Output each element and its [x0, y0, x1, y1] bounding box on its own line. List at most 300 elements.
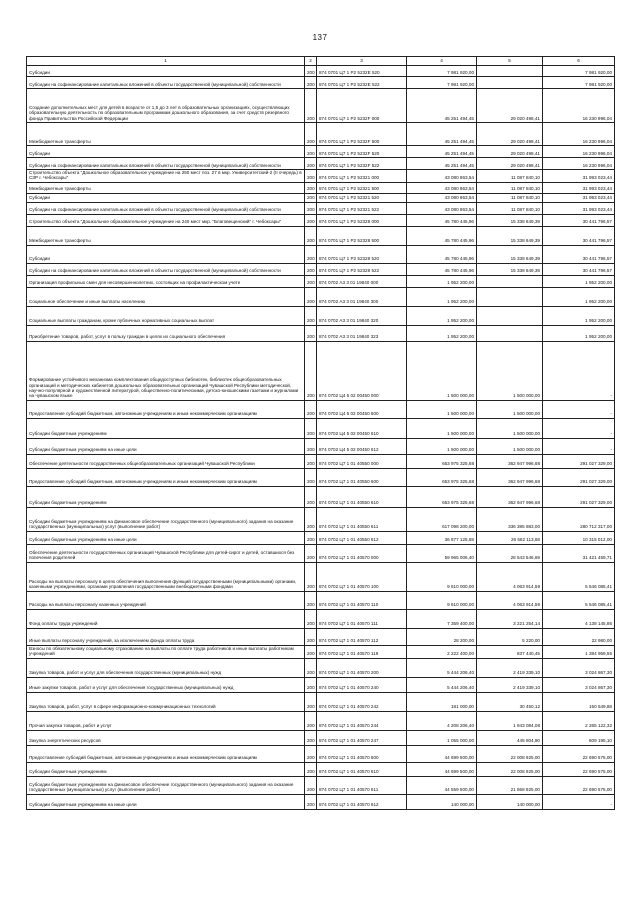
row-col4: 43 080 863,54 [407, 193, 477, 202]
row-col5: 1 500 000,00 [477, 400, 543, 418]
table-row [27, 628, 615, 645]
row-col2: 200 [305, 341, 317, 400]
row-code: 874 0701 Ц7 1 P2 5232F 500 [317, 123, 407, 146]
row-name: Субсидии бюджетным учреждениям [27, 762, 305, 776]
row-col6: 150 549,88 [543, 692, 615, 711]
table-row [27, 692, 615, 711]
row-col6: 31 993 023,44 [543, 193, 615, 202]
row-col2: 200 [305, 730, 317, 745]
row-col4: 1 500 000,00 [407, 438, 477, 454]
row-name: Иные выплаты персоналу учреждений, за исключением фонда оплаты труда [27, 628, 305, 645]
row-col5: 1 500 000,00 [477, 341, 543, 400]
row-col2: 200 [305, 182, 317, 193]
row-col4: 653 975 325,68 [407, 486, 477, 507]
row-col4: 44 699 500,00 [407, 762, 477, 776]
row-name: Взносы по обязательному социальному страхованию на выплаты по оплате труда работников и иные выплаты работникам учреждений [27, 645, 305, 658]
page-number: 137 [312, 33, 328, 42]
row-col2: 200 [305, 677, 317, 692]
row-col5 [477, 275, 543, 287]
row-code: 874 0702 Ц7 1 01 40570 612 [317, 794, 407, 809]
row-code: 874 0701 Ц7 1 P2 52321 520 [317, 193, 407, 202]
row-code: 874 0702 Ц4 5 02 00450 000 [317, 341, 407, 400]
table-row [27, 214, 615, 226]
table-row [27, 468, 615, 486]
table-row [27, 591, 615, 609]
row-name: Фонд оплаты труда учреждений [27, 609, 305, 628]
row-col4: 617 098 200,00 [407, 507, 477, 531]
table-row [27, 454, 615, 468]
table-row [27, 202, 615, 214]
table-row [27, 158, 615, 170]
row-col2: 200 [305, 146, 317, 158]
row-col2: 200 [305, 89, 317, 123]
row-col4: 28 200,00 [407, 628, 477, 645]
table-row [27, 400, 615, 418]
row-name: Субсидии [27, 193, 305, 202]
row-col5: 3 221 254,14 [477, 609, 543, 628]
row-name: Субсидии [27, 146, 305, 158]
row-col6: 1 952 200,00 [543, 275, 615, 287]
row-col2: 200 [305, 245, 317, 263]
row-name: Субсидии бюджетным учреждениям на финансовое обеспечение государственного (муниципального) задания на оказание государственных (муниципальных) услуг (выполнение работ) [27, 507, 305, 531]
row-col6: 30 441 796,57 [543, 245, 615, 263]
row-col2: 200 [305, 287, 317, 306]
row-code: 874 0702 Ц7 1 01 40570 244 [317, 711, 407, 730]
row-col5: 4 063 914,59 [477, 591, 543, 609]
row-code: 874 0702 Ц7 1 01 40570 100 [317, 562, 407, 591]
row-col5: 1 500 000,00 [477, 438, 543, 454]
row-col6: - [543, 400, 615, 418]
row-code: 874 0702 Ц7 1 01 40570 111 [317, 609, 407, 628]
row-col2: 200 [305, 226, 317, 245]
row-col2: 200 [305, 193, 317, 202]
row-col5: 29 020 498,41 [477, 158, 543, 170]
row-name: Субсидии бюджетным учреждениям [27, 486, 305, 507]
row-name: Субсидии бюджетным учреждениям [27, 418, 305, 438]
row-col6: 1 952 200,00 [543, 287, 615, 306]
column-header: 5 [477, 57, 543, 66]
row-name: Субсидии [27, 66, 305, 77]
row-col2: 200 [305, 711, 317, 730]
row-col4: 45 251 494,45 [407, 158, 477, 170]
row-col4: 4 208 206,40 [407, 711, 477, 730]
row-col6: - [543, 438, 615, 454]
table-row [27, 745, 615, 762]
row-col2: 200 [305, 486, 317, 507]
row-col4: 5 444 206,40 [407, 658, 477, 677]
row-col5 [477, 325, 543, 341]
row-name: Субсидии на софинансирование капитальных вложений в объекты государственной (муниципальной) собственности [27, 77, 305, 89]
row-col5: 362 947 996,68 [477, 486, 543, 507]
row-code: 874 0702 Ц7 1 01 40570 110 [317, 591, 407, 609]
row-col2: 200 [305, 454, 317, 468]
row-col5: 362 947 996,68 [477, 454, 543, 468]
row-code: 874 0702 А3 3 01 19840 300 [317, 287, 407, 306]
column-header: 4 [407, 57, 477, 66]
row-col6: 2 265 122,32 [543, 711, 615, 730]
row-col5: 5 220,00 [477, 628, 543, 645]
row-col5: 11 087 840,10 [477, 202, 543, 214]
table-row [27, 193, 615, 202]
row-col2: 200 [305, 123, 317, 146]
table-row [27, 562, 615, 591]
row-col6: 7 981 920,00 [543, 66, 615, 77]
row-name: Межбюджетные трансферты [27, 123, 305, 146]
row-name: Обеспечение деятельности государственных общеобразовательных организаций Чувашской Республики [27, 454, 305, 468]
row-name: Субсидии бюджетным учреждениям на иные цели [27, 531, 305, 544]
table-header-row [27, 57, 615, 66]
row-col4: 7 359 400,00 [407, 609, 477, 628]
row-name: Предоставление субсидий бюджетным, автономным учреждениям и иным некоммерческим организациям [27, 468, 305, 486]
row-name: Закупка энергетических ресурсов [27, 730, 305, 745]
column-header: 1 [27, 57, 305, 66]
row-code: 874 0702 Ц7 1 01 40550 000 [317, 454, 407, 468]
row-col4: 43 080 863,54 [407, 202, 477, 214]
row-col4: 45 780 445,96 [407, 263, 477, 275]
row-col4: 1 952 200,00 [407, 287, 477, 306]
row-name: Строительство объекта "Дошкольное образовательное учреждение на 240 мест мкр. "Благовещенский" г. Чебоксары" [27, 214, 305, 226]
row-code: 874 0702 Ц7 1 01 40570 240 [317, 677, 407, 692]
row-col5: 11 087 840,10 [477, 193, 543, 202]
row-col5: 22 008 925,00 [477, 745, 543, 762]
row-name: Субсидии бюджетным учреждениям на иные цели [27, 438, 305, 454]
table-row [27, 77, 615, 89]
row-col2: 200 [305, 745, 317, 762]
row-col5: 26 562 113,68 [477, 531, 543, 544]
row-code: 874 0702 А3 3 01 19840 323 [317, 325, 407, 341]
row-name: Закупка товаров, работ и услуг для обеспечения государственных (муниципальных) нужд [27, 658, 305, 677]
row-col6: - [543, 341, 615, 400]
row-col5: 445 804,90 [477, 730, 543, 745]
row-col4: 45 251 494,45 [407, 123, 477, 146]
row-col5 [477, 77, 543, 89]
row-code: 874 0702 Ц7 1 01 40570 611 [317, 776, 407, 794]
row-name: Расходы на выплаты персоналу казенных учреждений [27, 591, 305, 609]
row-col2: 200 [305, 628, 317, 645]
row-col5: 29 020 498,41 [477, 146, 543, 158]
row-name: Иные закупки товаров, работ и услуг для обеспечения государственных (муниципальных) нужд [27, 677, 305, 692]
table-row [27, 146, 615, 158]
row-name: Субсидии на софинансирование капитальных вложений в объекты государственной (муниципальной) собственности [27, 263, 305, 275]
row-code: 874 0701 Ц7 1 P2 5232F 520 [317, 146, 407, 158]
row-col5: 2 419 339,10 [477, 677, 543, 692]
row-name: Социальное обеспечение и иные выплаты населению [27, 287, 305, 306]
row-col5 [477, 66, 543, 77]
row-code: 874 0702 Ц7 1 01 40550 611 [317, 507, 407, 531]
table-row [27, 89, 615, 123]
row-name: Формирование устойчивого механизма комплектования общедоступных библиотек, библиотек общеобразовательных организаций и методических кабинетов дошкольных образовательных организаций Чувашской Республики методической, научно-популярной и художественной литературой, общественно-политическими, детско-юношескими газетами и журналами на чувашском языке [27, 341, 305, 400]
row-col6: 30 441 796,57 [543, 214, 615, 226]
row-col5: 22 008 925,00 [477, 762, 543, 776]
row-col6: 1 952 200,00 [543, 306, 615, 325]
row-name: Расходы на выплаты персоналу в целях обеспечения выполнения функций государственными (муниципальными) органами, казенными учреждениями, органами управления государственными внебюджетными фондами [27, 562, 305, 591]
column-header: 3 [317, 57, 407, 66]
row-col2: 200 [305, 325, 317, 341]
row-col4: 44 559 500,00 [407, 776, 477, 794]
row-col5: 4 063 914,59 [477, 562, 543, 591]
row-col4: 1 952 200,00 [407, 325, 477, 341]
table-row [27, 325, 615, 341]
table-row [27, 609, 615, 628]
table-row [27, 658, 615, 677]
row-col2: 200 [305, 645, 317, 658]
row-col2: 200 [305, 544, 317, 562]
row-col4: 45 780 445,96 [407, 214, 477, 226]
row-col2: 200 [305, 658, 317, 677]
row-col5 [477, 306, 543, 325]
row-code: 874 0701 Ц7 1 P2 52321 500 [317, 182, 407, 193]
row-code: 874 0701 Ц7 1 P2 52321 522 [317, 202, 407, 214]
row-col4: 44 699 500,00 [407, 745, 477, 762]
row-code: 874 0701 Ц7 1 P2 5232Е 522 [317, 77, 407, 89]
row-col6: 31 993 023,44 [543, 182, 615, 193]
row-col5: 21 868 925,00 [477, 776, 543, 794]
row-name: Субсидии [27, 245, 305, 263]
row-col6: 30 441 796,57 [543, 226, 615, 245]
row-code: 874 0702 Ц4 5 02 00450 610 [317, 418, 407, 438]
row-col5: 2 419 339,10 [477, 658, 543, 677]
row-col5: 15 338 649,39 [477, 226, 543, 245]
table-row [27, 730, 615, 745]
row-col4: 5 444 206,40 [407, 677, 477, 692]
row-col5: 29 020 498,41 [477, 89, 543, 123]
row-col6: - [543, 794, 615, 809]
row-code: 874 0702 Ц4 5 02 00450 600 [317, 400, 407, 418]
row-col6: 22 980,00 [543, 628, 615, 645]
row-name: Приобретение товаров, работ, услуг в пользу граждан в целях их социального обеспечения [27, 325, 305, 341]
row-col2: 200 [305, 794, 317, 809]
row-code: 874 0701 Ц7 1 P2 52328 522 [317, 263, 407, 275]
row-col5: 336 385 883,00 [477, 507, 543, 531]
row-col4: 36 877 125,68 [407, 531, 477, 544]
row-col5: 30 450,12 [477, 692, 543, 711]
row-col6: 5 546 085,41 [543, 562, 615, 591]
table-row [27, 341, 615, 400]
table-row [27, 170, 615, 183]
row-col2: 200 [305, 591, 317, 609]
row-col6: 3 024 867,30 [543, 658, 615, 677]
row-code: 874 0702 Ц7 1 01 40570 242 [317, 692, 407, 711]
row-col4: 1 500 000,00 [407, 418, 477, 438]
row-col2: 200 [305, 66, 317, 77]
row-col4: 1 952 200,00 [407, 275, 477, 287]
row-code: 874 0701 Ц7 1 P2 52328 000 [317, 214, 407, 226]
row-col2: 200 [305, 468, 317, 486]
row-name: Предоставление субсидий бюджетным, автономным учреждениям и иным некоммерческим организациям [27, 400, 305, 418]
row-code: 874 0702 А3 3 01 19840 000 [317, 275, 407, 287]
row-col6: 31 993 023,44 [543, 202, 615, 214]
row-code: 874 0702 Ц7 1 01 40550 610 [317, 486, 407, 507]
row-code: 874 0702 Ц7 1 01 40570 247 [317, 730, 407, 745]
row-col2: 200 [305, 762, 317, 776]
row-name: Субсидии на софинансирование капитальных вложений в объекты государственной (муниципальной) собственности [27, 158, 305, 170]
row-col5: 1 500 000,00 [477, 418, 543, 438]
row-code: 874 0701 Ц7 1 P2 52328 500 [317, 226, 407, 245]
row-col4: 7 981 920,00 [407, 66, 477, 77]
table-row [27, 263, 615, 275]
row-col4: 7 981 920,00 [407, 77, 477, 89]
row-col6: 5 546 085,41 [543, 591, 615, 609]
table-row [27, 762, 615, 776]
row-code: 874 0701 Ц7 1 P2 52328 520 [317, 245, 407, 263]
row-col6: 31 993 023,44 [543, 170, 615, 183]
row-col4: 181 000,00 [407, 692, 477, 711]
row-col4: 653 975 325,68 [407, 454, 477, 468]
row-col6: 7 981 920,00 [543, 77, 615, 89]
row-code: 874 0702 Ц7 1 01 40570 119 [317, 645, 407, 658]
table-row [27, 711, 615, 730]
row-col6: 10 315 012,00 [543, 531, 615, 544]
row-col5: 11 087 840,10 [477, 182, 543, 193]
row-col4: 653 975 325,68 [407, 468, 477, 486]
row-col2: 200 [305, 400, 317, 418]
row-col5: 837 440,45 [477, 645, 543, 658]
row-col6: 609 195,10 [543, 730, 615, 745]
table-row [27, 486, 615, 507]
row-col5 [477, 287, 543, 306]
row-col6: 1 384 959,55 [543, 645, 615, 658]
table-row [27, 645, 615, 658]
row-col2: 200 [305, 531, 317, 544]
row-name: Строительство объекта "Дошкольное образовательное учреждение на 250 мест поз. 27 в мкр. Университетский-2 (II очередь) в СЗР г. Чебоксары" [27, 170, 305, 183]
table-row [27, 275, 615, 287]
row-col2: 200 [305, 418, 317, 438]
row-name: Прочая закупка товаров, работ и услуг [27, 711, 305, 730]
table-row [27, 544, 615, 562]
row-name: Субсидии бюджетным учреждениям на иные цели [27, 794, 305, 809]
row-code: 874 0702 А3 3 01 19840 320 [317, 306, 407, 325]
row-col6: 291 027 329,00 [543, 486, 615, 507]
row-col4: 45 780 445,96 [407, 226, 477, 245]
column-header: 2 [305, 57, 317, 66]
row-name: Организация профильных смен для несовершеннолетних, состоящих на профилактическом учете [27, 275, 305, 287]
table-row [27, 794, 615, 809]
row-col4: 1 952 200,00 [407, 306, 477, 325]
row-col6: 22 690 575,00 [543, 745, 615, 762]
row-name: Межбюджетные трансферты [27, 182, 305, 193]
row-col4: 9 610 000,00 [407, 562, 477, 591]
row-col4: 45 251 494,45 [407, 146, 477, 158]
row-col2: 200 [305, 692, 317, 711]
row-name: Социальные выплаты гражданам, кроме публичных нормативных социальных выплат [27, 306, 305, 325]
row-col6: 280 712 317,00 [543, 507, 615, 531]
row-code: 874 0702 Ц7 1 01 40570 610 [317, 762, 407, 776]
row-code: 874 0702 Ц7 1 01 40550 612 [317, 531, 407, 544]
row-col6: 16 230 996,04 [543, 146, 615, 158]
row-col2: 200 [305, 77, 317, 89]
row-code: 874 0702 Ц7 1 01 40570 200 [317, 658, 407, 677]
row-col6: 16 230 996,04 [543, 158, 615, 170]
row-col4: 45 251 494,45 [407, 89, 477, 123]
row-col2: 200 [305, 438, 317, 454]
row-col5: 29 020 498,41 [477, 123, 543, 146]
row-col6: 291 027 329,00 [543, 454, 615, 468]
row-col2: 200 [305, 158, 317, 170]
table-row [27, 182, 615, 193]
row-col4: 140 000,00 [407, 794, 477, 809]
row-code: 874 0702 Ц7 1 01 40570 000 [317, 544, 407, 562]
row-col5: 11 087 840,10 [477, 170, 543, 183]
row-name: Предоставление субсидий бюджетным, автономным учреждениям и иным некоммерческим организациям [27, 745, 305, 762]
row-col2: 200 [305, 275, 317, 287]
row-col4: 59 965 006,40 [407, 544, 477, 562]
row-col5: 1 943 084,08 [477, 711, 543, 730]
row-col5: 15 338 649,39 [477, 214, 543, 226]
row-col6: 22 690 575,00 [543, 776, 615, 794]
row-code: 874 0702 Ц7 1 01 40570 600 [317, 745, 407, 762]
row-col6: 291 027 329,00 [543, 468, 615, 486]
row-name: Субсидии бюджетным учреждениям на финансовое обеспечение государственного (муниципального) задания на оказание государственных (муниципальных) услуг (выполнение работ) [27, 776, 305, 794]
row-col4: 9 610 000,00 [407, 591, 477, 609]
row-col4: 43 080 863,54 [407, 170, 477, 183]
row-name: Субсидии на софинансирование капитальных вложений в объекты государственной (муниципальной) собственности [27, 202, 305, 214]
row-col6: - [543, 418, 615, 438]
row-code: 874 0701 Ц7 1 P2 5232Е 520 [317, 66, 407, 77]
row-col4: 43 080 863,54 [407, 182, 477, 193]
row-col2: 200 [305, 507, 317, 531]
row-code: 874 0702 Ц7 1 01 40570 112 [317, 628, 407, 645]
row-col4: 1 500 000,00 [407, 400, 477, 418]
table-row [27, 418, 615, 438]
row-col2: 200 [305, 202, 317, 214]
table-row [27, 438, 615, 454]
column-header: 6 [543, 57, 615, 66]
table-row [27, 531, 615, 544]
table-row [27, 123, 615, 146]
row-col4: 45 780 445,96 [407, 245, 477, 263]
table-row [27, 306, 615, 325]
table-row [27, 776, 615, 794]
row-col5: 15 338 649,39 [477, 245, 543, 263]
row-col5: 15 338 649,39 [477, 263, 543, 275]
row-name: Создание дополнительных мест для детей в возрасте от 1,5 до 3 лет в образовательных организациях, осуществляющих образовательную деятельность по образовательным программам дошкольного образования, за счет средств резервного фонда Правительства Российской Федерации [27, 89, 305, 123]
table-row [27, 226, 615, 245]
row-col5: 28 543 546,69 [477, 544, 543, 562]
budget-table [26, 56, 615, 810]
row-name: Межбюджетные трансферты [27, 226, 305, 245]
row-col4: 1 055 000,00 [407, 730, 477, 745]
row-col2: 200 [305, 214, 317, 226]
row-col4: 2 222 400,00 [407, 645, 477, 658]
row-col6: 16 230 996,04 [543, 89, 615, 123]
row-col2: 200 [305, 776, 317, 794]
table-row [27, 66, 615, 77]
row-name: Обеспечение деятельности государственных организаций Чувашской Республики для детей-сирот и детей, оставшихся без попечения родителей [27, 544, 305, 562]
row-col6: 31 421 459,71 [543, 544, 615, 562]
row-col6: 16 230 996,04 [543, 123, 615, 146]
row-col6: 4 138 145,86 [543, 609, 615, 628]
row-name: Закупка товаров, работ, услуг в сфере информационно-коммуникационных технологий [27, 692, 305, 711]
row-col6: 22 690 575,00 [543, 762, 615, 776]
row-col6: 30 441 796,57 [543, 263, 615, 275]
table-row [27, 507, 615, 531]
row-col2: 200 [305, 170, 317, 183]
row-col2: 200 [305, 306, 317, 325]
row-col4: 1 500 000,00 [407, 341, 477, 400]
row-col5: 362 947 996,68 [477, 468, 543, 486]
row-code: 874 0701 Ц7 1 P2 5232F 522 [317, 158, 407, 170]
table-row [27, 245, 615, 263]
row-col2: 200 [305, 562, 317, 591]
row-col2: 200 [305, 609, 317, 628]
row-code: 874 0701 Ц7 1 P2 5232F 000 [317, 89, 407, 123]
row-code: 874 0701 Ц7 1 P2 52321 000 [317, 170, 407, 183]
table-row [27, 677, 615, 692]
row-col6: 1 952 200,00 [543, 325, 615, 341]
table-row [27, 287, 615, 306]
row-code: 874 0702 Ц4 5 02 00450 612 [317, 438, 407, 454]
row-col6: 3 024 867,30 [543, 677, 615, 692]
